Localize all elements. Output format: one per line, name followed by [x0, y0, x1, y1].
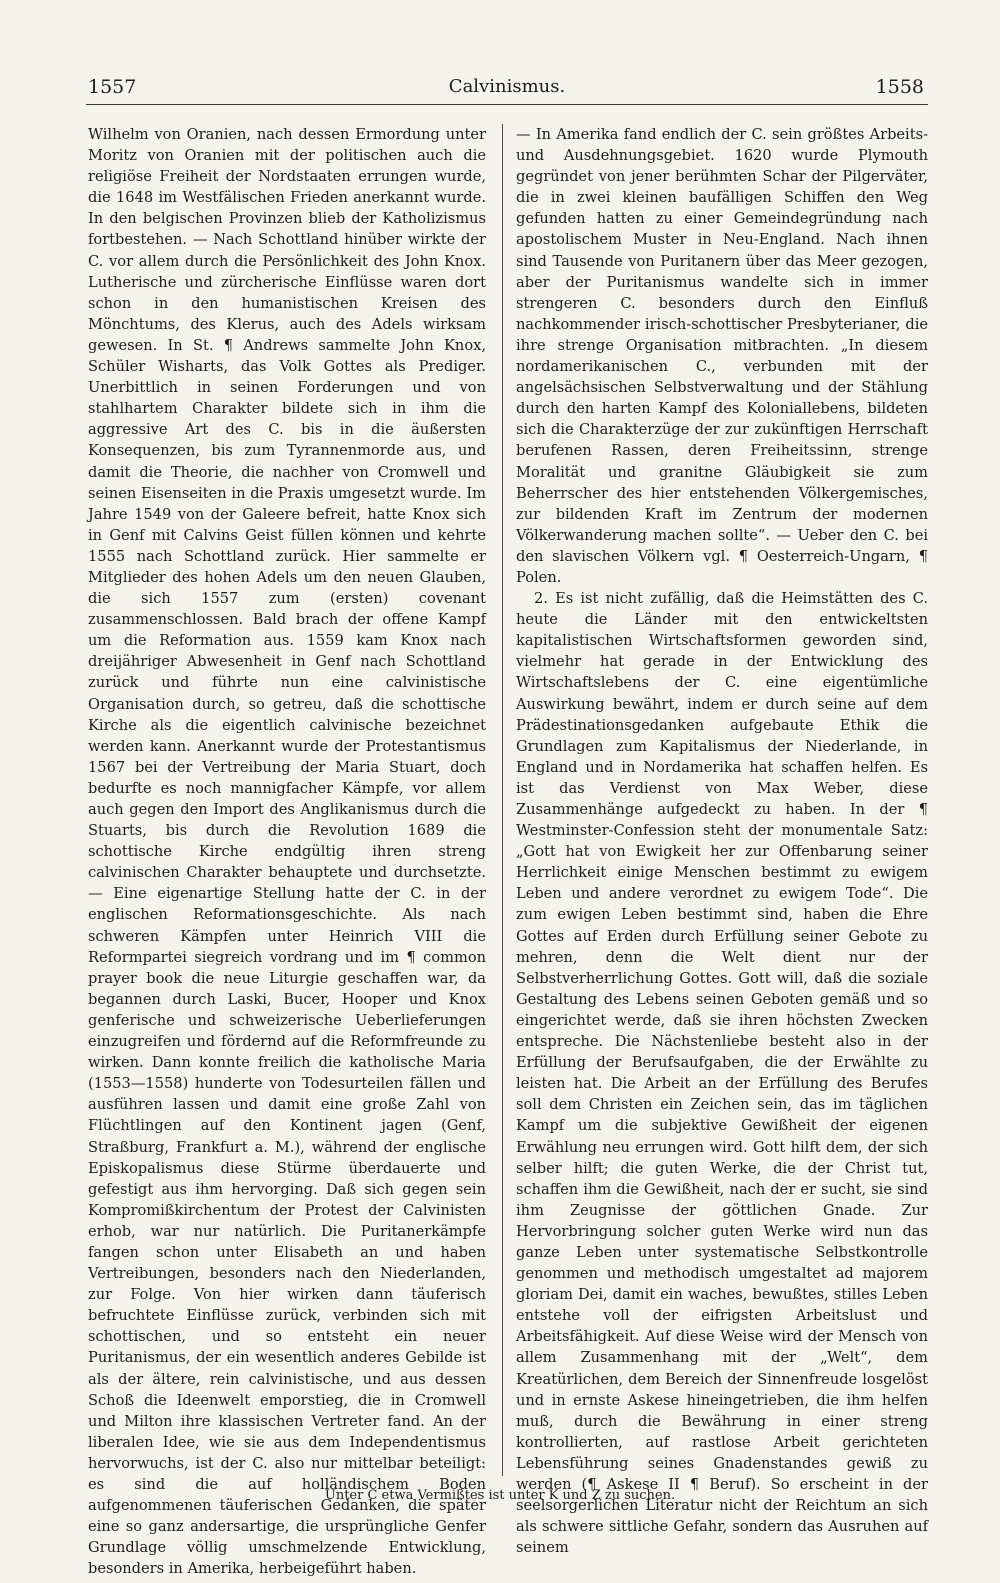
- right-column-paragraph-1: — In Amerika fand endlich der C. sein größtes Arbeits- und Ausdehnungsgebiet. 1620 wurde Plymouth gegründet von jener berühmten Schar der Pilgerväter, die in zwei kleinen baufälligen Schiffen den Weg gefunden hatten zu einer Gemeindegründung nach apostolischem Muster in Neu-England. Nach ihnen sind Tausende von Puritanern über das Meer gezogen, aber der Puritanismus wandelte sich in immer strengeren C. besonders durch den Einfluß nachkommender irisch-schottischer Presbyterianer, die ihre strenge Organisation mitbrachten. „In diesem nordamerikanischen C., verbunden mit der angelsächsischen Selbstverwaltung und der Stählung durch den harten Kampf des Koloniallebens, bildeten sich die Charakterzüge der zur zukünftigen Herrschaft berufenen Rassen, deren Freiheitssinn, strenge Moralität und granitne Gläubigkeit sie zum Beherrscher des hier entstehenden Völkergemisches, zur bildenden Kraft im Zentrum der modernen Völkerwanderung machen sollte“. — Ueber den C. bei den slavischen Völkern vgl. ¶ Oesterreich-Ungarn, ¶ Polen.: [516, 126, 928, 586]
- left-column-text: Wilhelm von Oranien, nach dessen Ermordung unter Moritz von Oranien mit der politischen auch die religiöse Freiheit der Nordstaaten errungen wurde, die 1648 im Westfälischen Frieden anerkannt wurde. In den belgischen Provinzen blieb der Katholizismus fortbestehen. — Nach Schottland hinüber wirkte der C. vor allem durch die Persönlichkeit des John Knox. Lutherische und zürcherische Einflüsse waren dort schon in den humanistischen Kreisen des Mönchtums, des Klerus, auch des Adels wirksam gewesen. In St. ¶ Andrews sammelte John Knox, Schüler Wisharts, das Volk Gottes als Prediger. Unerbittlich in seinen Forderungen und von stahlhartem Charakter bildete sich in ihm die aggressive Art des C. bis in die äußersten Konsequenzen, bis zum Tyrannenmorde aus, und damit die Theorie, die nachher von Cromwell und seinen Eisenseiten in die Praxis umgesetzt wurde. Im Jahre 1549 von der Galeere befreit, hatte Knox sich in Genf mit Calvins Geist füllen können und kehrte 1555 nach Schottland zurück. Hier sammelte er Mitglieder des hohen Adels um den neuen Glauben, die sich 1557 zum (ersten) covenant zusammenschlossen. Bald brach der offene Kampf um die Reformation aus. 1559 kam Knox nach dreijähriger Abwesenheit in Genf nach Schottland zurück und führte nun eine calvinistische Organisation durch, so getreu, daß die schottische Kirche als die eigentlich calvinische bezeichnet werden kann. Anerkannt wurde der Protestantismus 1567 bei der Vertreibung der Maria Stuart, doch bedurfte es noch mannigfacher Kämpfe, vor allem auch gegen den Import des Anglikanismus durch die Stuarts, bis durch die Revolution 1689 die schottische Kirche endgültig ihren streng calvinischen Charakter behauptete und durchsetzte. — Eine eigenartige Stellung hatte der C. in der englischen Reformationsgeschichte. Als nach schweren Kämpfen unter Heinrich VIII die Reformpartei siegreich vordrang und im ¶ common prayer book die neue Liturgie geschaffen war, da begannen durch Laski, Bucer, Hooper und Knox genferische und schweizerische Ueberlieferungen einzugreifen und fördernd auf die Reformfreunde zu wirken. Dann konnte freilich die katholische Maria (1553—1558) hunderte von Todesurteilen fällen und ausführen lassen und damit eine große Zahl von Flüchtlingen auf den Kontinent jagen (Genf, Straßburg, Frankfurt a. M.), während der englische Episkopalismus diese Stürme überdauerte und gefestigt aus ihm hervorging. Daß sich gegen sein Kompromißkirchentum der Protest der Calvinisten erhob, war nur natürlich. Die Puritanerkämpfe fangen schon unter Elisabeth an und haben Vertreibungen, besonders nach den Niederlanden, zur Folge. Von hier wirken dann täuferisch befruchtete Einflüsse zurück, verbinden sich mit schottischen, und so entsteht ein neuer Puritanismus, der ein wesentlich anderes Gebilde ist als der ältere, rein calvinistische, und aus dessen Schoß die Ideenwelt emporstieg, die in Cromwell und Milton ihre klassischen Vertreter fand. An der liberalen Idee, wie sie aus dem Independentismus hervorwuchs, ist der C. also nur mittelbar beteiligt: es sind die auf holländischem Boden aufgenommenen täuferischen Gedanken, die später eine so ganz andersartige, die ursprüngliche Genfer Grundlage völlig umschmelzende Entwicklung, besonders in Amerika, herbeigeführt haben.: [88, 126, 486, 1578]
- column-divider: [502, 124, 503, 1476]
- left-column: [88, 124, 486, 1578]
- right-column-paragraph-2: 2. Es ist nicht zufällig, daß die Heimstätten des C. heute die Länder mit den entwickeltsten kapitalistischen Wirtschaftsformen geworden sind, vielmehr hat gerade in der Entwicklung des Wirtschaftslebens der C. eine eigentümliche Auswirkung bewährt, indem er durch seine auf dem Prädestinationsgedanken aufgebaute Ethik die Grundlagen zum Kapitalismus der Niederlande, in England und in Nordamerika hat schaffen helfen. Es ist das Verdienst von Max Weber, diese Zusammenhänge aufgedeckt zu haben. In der ¶ Westminster-Confession steht der monumentale Satz: „Gott hat von Ewigkeit her zur Offenbarung seiner Herrlichkeit einige Menschen bestimmt zu ewigem Leben und andere verordnet zu ewigem Tode“. Die zum ewigen Leben bestimmt sind, haben die Ehre Gottes auf Erden durch Erfüllung seiner Gebote zu mehren, denn die Welt dient nur der Selbstverherrlichung Gottes. Gott will, daß die soziale Gestaltung des Lebens seinen Geboten gemäß und so eingerichtet werde, daß sie ihren höchsten Zwecken entspreche. Die Nächstenliebe besteht also in der Erfüllung der Berufsaufgaben, die der Erwählte zu leisten hat. Die Arbeit an der Erfüllung des Berufes soll dem Christen ein Zeichen sein, das im täglichen Kampf um die subjektive Gewißheit der eigenen Erwählung neu errungen wird. Gott hilft dem, der sich selber hilft; die guten Werke, die der Christ tut, schaffen ihm die Gewißheit, nach der er sucht, sie sind ihm Zeugnisse der göttlichen Gnade. Zur Hervorbringung solcher guten Werke wird nun das ganze Leben unter systematische Selbstkontrolle genommen und methodisch umgestaltet ad majorem gloriam Dei, damit ein waches, bewußtes, stilles Leben entstehe voll der eifrigsten Arbeitslust und Arbeitsfähigkeit. Auf diese Weise wird der Mensch von allem Zusammenhang mit der „Welt“, dem Kreatürlichen, dem Bereich der Sinnenfreude losgelöst und in ernste Askese hineingetrieben, die ihm helfen muß, durch die Bewährung in einer streng kontrollierten, auf rastlose Arbeit gerichteten Lebensführung seines Gnadenstandes gewiß zu werden (¶ Askese II ¶ Beruf). So erscheint in der seelsorgerlichen Literatur nicht der Reichtum an sich als schwere sittliche Gefahr, sondern das Ausruhen auf seinem: [516, 590, 928, 1557]
- running-title: Calvinismus.: [448, 76, 566, 97]
- page-footer-note: Unter C etwa Vermißtes ist unter K und Z zu suchen.: [324, 1488, 676, 1503]
- right-column: [516, 124, 928, 1557]
- page-number-left: 1557: [88, 76, 137, 98]
- page-header: [86, 74, 928, 105]
- page-number-right: 1558: [875, 76, 924, 98]
